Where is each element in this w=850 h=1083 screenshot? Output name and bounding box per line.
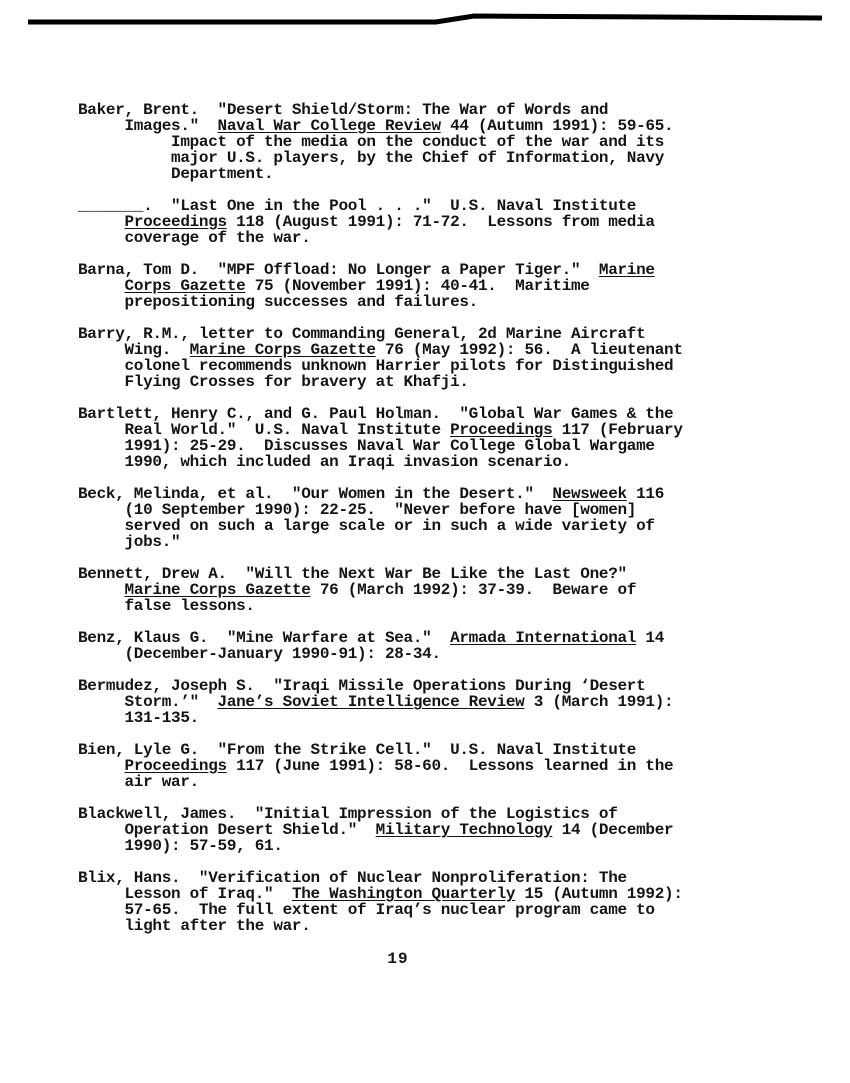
bibliography-entry (78, 102, 738, 182)
entry-line (78, 838, 738, 854)
text-segment: 15 (Autumn 1992): (515, 885, 683, 903)
text-segment: 14 (636, 629, 665, 647)
text-segment: prepositioning successes and failures. (78, 293, 478, 311)
text-segment: 76 (March 1992): 37-39. Beware of (310, 581, 637, 599)
entry-line (78, 630, 738, 646)
entry-line (78, 454, 738, 470)
bibliography-entry (78, 678, 738, 726)
entry-line (78, 774, 738, 790)
journal-title: Corps Gazette (124, 277, 246, 295)
text-segment: 57-65. The full extent of Iraq’s nuclear program came to (78, 901, 655, 919)
text-segment: Bermudez, Joseph S. "Iraqi Missile Operations During ‘Desert (78, 677, 646, 695)
bibliography-entry (78, 262, 738, 310)
text-segment: Bennett, Drew A. "Will the Next War Be Like the Last One?" (78, 565, 627, 583)
text-segment: 117 (February (552, 421, 683, 439)
bibliography-entry (78, 742, 738, 790)
entry-line (78, 294, 738, 310)
entry-line (78, 486, 738, 502)
entry-line (78, 230, 738, 246)
journal-title: Newsweek (552, 485, 627, 503)
entry-line (78, 886, 738, 902)
entry-line (78, 262, 738, 278)
entry-line (78, 806, 738, 822)
text-segment: Impact of the media on the conduct of the war and its (78, 133, 664, 151)
text-segment: 44 (Autumn 1991): 59-65. (440, 117, 674, 135)
text-segment: Baker, Brent. "Desert Shield/Storm: The War of Words and (78, 101, 609, 119)
text-segment: 131-135. (78, 709, 199, 727)
text-segment: Blix, Hans. "Verification of Nuclear Nonproliferation: The (78, 869, 627, 887)
entry-line (78, 902, 738, 918)
text-segment: Barry, R.M., letter to Commanding General, 2d Marine Aircraft (78, 325, 646, 343)
entry-line (78, 646, 738, 662)
bibliography-entry (78, 198, 738, 246)
text-segment: Bartlett, Henry C., and G. Paul Holman. "Global War Games & the (78, 405, 674, 423)
journal-title: Naval War College Review (217, 117, 441, 135)
text-segment: Blackwell, James. "Initial Impression of the Logistics of (78, 805, 618, 823)
journal-title: Proceedings (124, 213, 227, 231)
bibliography-entry (78, 326, 738, 390)
text-segment: Bien, Lyle G. "From the Strike Cell." U.S. Naval Institute (78, 741, 637, 759)
text-segment: coverage of the war. (78, 229, 311, 247)
text-segment: jobs." (78, 533, 181, 551)
entry-line (78, 870, 738, 886)
text-segment: _______. "Last One in the Pool . . ." U.S. Naval Institute (78, 197, 637, 215)
entry-line (78, 710, 738, 726)
entry-line (78, 102, 738, 118)
entry-line (78, 278, 738, 294)
entry-line (78, 214, 738, 230)
journal-title: Proceedings (124, 757, 227, 775)
text-segment: colonel recommends unknown Harrier pilots for Distinguished (78, 357, 674, 375)
journal-title: Military Technology (375, 821, 553, 839)
text-segment: Benz, Klaus G. "Mine Warfare at Sea." (78, 629, 451, 647)
text-segment: Operation Desert Shield." (78, 821, 376, 839)
text-segment: 1990): 57-59, 61. (78, 837, 283, 855)
journal-title: Marine (598, 261, 655, 279)
entry-line (78, 118, 738, 134)
top-rule (28, 8, 822, 32)
entry-line (78, 134, 738, 150)
entry-line (78, 358, 738, 374)
text-segment: Images." (78, 117, 218, 135)
entry-line (78, 342, 738, 358)
text-segment: Department. (78, 165, 274, 183)
text-segment: major U.S. players, by the Chief of Information, Navy (78, 149, 664, 167)
text-segment: 116 (626, 485, 665, 503)
entry-line (78, 166, 738, 182)
entry-line (78, 678, 738, 694)
entry-line (78, 742, 738, 758)
entry-line (78, 438, 738, 454)
entry-line (78, 422, 738, 438)
text-segment: Real World." U.S. Naval Institute (78, 421, 451, 439)
bibliography-entry (78, 566, 738, 614)
entry-line (78, 758, 738, 774)
entry-line (78, 566, 738, 582)
journal-title: Armada International (450, 629, 637, 647)
text-segment: Storm.’" (78, 693, 218, 711)
entry-line (78, 502, 738, 518)
bibliography-entry (78, 486, 738, 550)
journal-title: Marine Corps Gazette (189, 341, 376, 359)
entry-line (78, 326, 738, 342)
text-segment: 118 (August 1991): 71-72. Lessons from media (226, 213, 655, 231)
entry-line (78, 374, 738, 390)
entry-line (78, 582, 738, 598)
journal-title: Marine Corps Gazette (124, 581, 311, 599)
text-segment: 117 (June 1991): 58-60. Lessons learned in the (226, 757, 674, 775)
text-segment: 76 (May 1992): 56. A lieutenant (375, 341, 683, 359)
text-segment: Flying Crosses for bravery at Khafji. (78, 373, 469, 391)
text-segment: served on such a large scale or in such a wide variety of (78, 517, 655, 535)
text-segment: (10 September 1990): 22-25. "Never before have [women] (78, 501, 637, 519)
entry-line (78, 598, 738, 614)
entry-line (78, 822, 738, 838)
entry-line (78, 694, 738, 710)
journal-title: Jane’s Soviet Intelligence Review (217, 693, 525, 711)
entry-line (78, 406, 738, 422)
page-number: 19 (387, 950, 409, 968)
text-segment: light after the war. (78, 917, 311, 935)
text-segment: Lesson of Iraq." (78, 885, 292, 903)
text-segment: 3 (March 1991): (524, 693, 674, 711)
bibliography-entry (78, 806, 738, 854)
bibliography-entry (78, 406, 738, 470)
journal-title: The Washington Quarterly (291, 885, 516, 903)
entry-line (78, 918, 738, 934)
text-segment: air war. (78, 773, 199, 791)
text-segment: Wing. (78, 341, 190, 359)
entry-line (78, 534, 738, 550)
text-segment: 75 (November 1991): 40-41. Maritime (245, 277, 590, 295)
text-segment: (December-January 1990-91): 28-34. (78, 645, 441, 663)
text-segment: Beck, Melinda, et al. "Our Women in the Desert." (78, 485, 553, 503)
text-segment: 1990, which included an Iraqi invasion scenario. (78, 453, 571, 471)
text-segment: 1991): 25-29. Discusses Naval War College Global Wargame (78, 437, 655, 455)
journal-title: Proceedings (450, 421, 553, 439)
text-segment: false lessons. (78, 597, 255, 615)
bibliography-entry (78, 870, 738, 934)
entry-line (78, 198, 738, 214)
text-segment: Barna, Tom D. "MPF Offload: No Longer a Paper Tiger." (78, 261, 599, 279)
entry-line (78, 150, 738, 166)
bibliography-entry (78, 630, 738, 662)
entry-line (78, 518, 738, 534)
text-segment: 14 (December (552, 821, 674, 839)
bibliography-list (78, 102, 738, 950)
